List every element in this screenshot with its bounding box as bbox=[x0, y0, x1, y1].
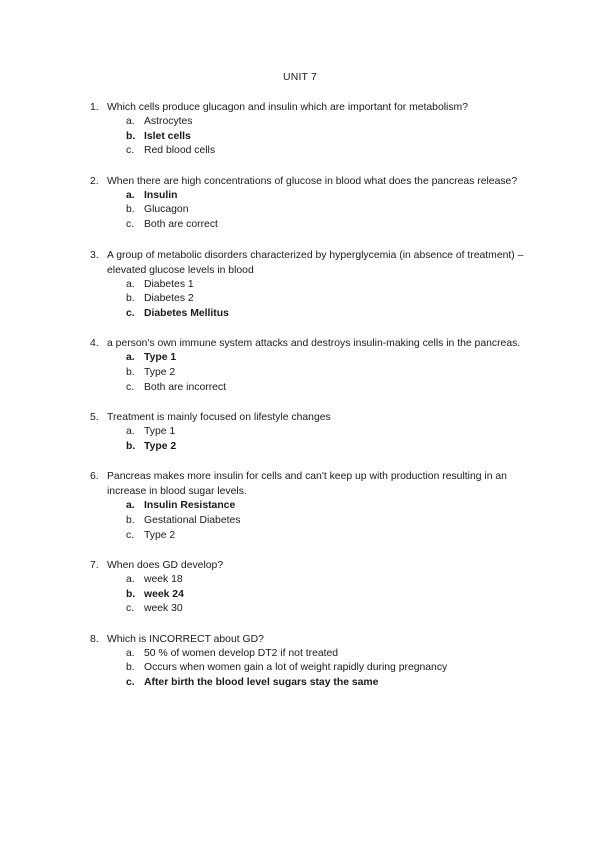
question-number: 7. bbox=[90, 560, 99, 572]
answer-option bbox=[0, 425, 600, 440]
question-row bbox=[0, 336, 527, 351]
option-text: Type 1 bbox=[144, 352, 177, 364]
question-number: 4. bbox=[90, 338, 99, 350]
option-text: 50 % of women develop DT2 if not treated bbox=[144, 647, 339, 659]
answer-option bbox=[0, 529, 600, 544]
option-letter: b. bbox=[126, 440, 136, 452]
question-number: 1. bbox=[90, 102, 99, 113]
option-letter: a. bbox=[126, 352, 135, 364]
option-letter: c. bbox=[126, 307, 135, 319]
question-item bbox=[0, 558, 600, 617]
question-item bbox=[0, 248, 600, 322]
option-letter: b. bbox=[126, 204, 135, 216]
page-title: UNIT 7 bbox=[283, 72, 317, 83]
question-row bbox=[0, 174, 527, 189]
option-letter: a. bbox=[126, 116, 135, 127]
answer-option-correct bbox=[0, 499, 600, 514]
answer-option bbox=[0, 647, 600, 662]
answer-option bbox=[0, 514, 600, 529]
question-row bbox=[0, 248, 527, 278]
option-text: Insulin Resistance bbox=[144, 500, 236, 512]
question-number: 6. bbox=[90, 471, 99, 483]
option-text: Gestational Diabetes bbox=[144, 514, 241, 526]
option-text: week 30 bbox=[144, 603, 183, 615]
answer-options bbox=[0, 278, 600, 322]
option-text: Glucagon bbox=[144, 204, 189, 216]
question-text: Which cells produce glucagon and insulin which are important for metabolism? bbox=[107, 102, 468, 113]
question-row bbox=[0, 632, 527, 647]
question-number: 5. bbox=[90, 412, 99, 424]
question-text: When does GD develop? bbox=[107, 560, 224, 572]
answer-option-correct bbox=[0, 351, 600, 366]
option-text: Both are correct bbox=[144, 218, 218, 230]
question-number: 3. bbox=[90, 249, 99, 261]
option-letter: a. bbox=[126, 189, 135, 201]
option-text: Type 2 bbox=[144, 440, 177, 452]
answer-options bbox=[0, 189, 600, 233]
option-text: week 24 bbox=[144, 588, 184, 600]
option-letter: a. bbox=[126, 647, 135, 659]
option-text: Diabetes 1 bbox=[144, 278, 194, 290]
option-letter: b. bbox=[126, 293, 135, 305]
question-item bbox=[0, 632, 600, 691]
answer-options bbox=[0, 425, 600, 454]
answer-option-correct bbox=[0, 676, 600, 691]
answer-options bbox=[0, 647, 600, 691]
answer-option bbox=[0, 573, 600, 588]
option-text: After birth the blood level sugars stay the same bbox=[144, 677, 379, 689]
option-letter: a. bbox=[126, 574, 135, 586]
option-text: Red blood cells bbox=[144, 145, 216, 157]
question-item bbox=[0, 174, 600, 233]
option-text: Occurs when women gain a lot of weight rapidly during pregnancy bbox=[144, 662, 448, 674]
option-letter: a. bbox=[126, 500, 135, 512]
question-text: When there are high concentrations of glucose in blood what does the pancreas release? bbox=[107, 175, 518, 187]
option-letter: b. bbox=[126, 662, 135, 674]
option-text: Type 2 bbox=[144, 366, 176, 378]
option-letter: c. bbox=[126, 218, 135, 230]
question-text: a person's own immune system attacks and destroys insulin-making cells in the pancreas. bbox=[107, 338, 521, 350]
answer-options bbox=[0, 115, 600, 159]
option-text: Both are incorrect bbox=[144, 381, 227, 393]
question-text: Pancreas makes more insulin for cells and can't keep up with production resulting in an increase in blood sugar levels. bbox=[107, 471, 507, 498]
question-row bbox=[0, 410, 527, 425]
option-letter: c. bbox=[126, 677, 135, 689]
option-text: Type 2 bbox=[144, 529, 176, 541]
option-text: Diabetes 2 bbox=[144, 293, 194, 305]
question-row bbox=[0, 100, 527, 115]
option-letter: c. bbox=[126, 381, 135, 393]
answer-option bbox=[0, 661, 600, 676]
option-text: Astrocytes bbox=[144, 116, 193, 127]
answer-options bbox=[0, 499, 600, 543]
answer-options bbox=[0, 351, 600, 395]
option-text: Islet cells bbox=[144, 130, 191, 142]
answer-option bbox=[0, 381, 600, 396]
option-text: Type 1 bbox=[144, 426, 176, 438]
option-text: week 18 bbox=[144, 574, 183, 586]
question-item bbox=[0, 336, 600, 395]
question-number: 2. bbox=[90, 175, 99, 187]
answer-option-correct bbox=[0, 588, 600, 603]
answer-option bbox=[0, 203, 600, 218]
answer-option-correct bbox=[0, 307, 600, 322]
question-text: Which is INCORRECT about GD? bbox=[107, 633, 264, 645]
answer-option bbox=[0, 602, 600, 617]
question-row bbox=[0, 469, 527, 499]
option-letter: c. bbox=[126, 529, 135, 541]
option-letter: b. bbox=[126, 366, 135, 378]
option-text: Insulin bbox=[144, 189, 178, 201]
answer-option-correct bbox=[0, 130, 600, 145]
question-item bbox=[0, 469, 600, 543]
question-list bbox=[0, 100, 600, 706]
option-letter: a. bbox=[126, 278, 135, 290]
question-row bbox=[0, 558, 527, 573]
question-text: Treatment is mainly focused on lifestyle changes bbox=[107, 412, 331, 424]
question-text: A group of metabolic disorders characterized by hyperglycemia (in absence of treatment) – elevated glucose levels in blood bbox=[107, 249, 524, 276]
answer-option bbox=[0, 278, 600, 293]
answer-option bbox=[0, 218, 600, 233]
option-letter: b. bbox=[126, 588, 136, 600]
option-letter: b. bbox=[126, 514, 135, 526]
option-letter: a. bbox=[126, 426, 135, 438]
answer-option-correct bbox=[0, 440, 600, 455]
answer-options bbox=[0, 573, 600, 617]
answer-option bbox=[0, 366, 600, 381]
answer-option-correct bbox=[0, 189, 600, 204]
answer-option bbox=[0, 144, 600, 159]
option-text: Diabetes Mellitus bbox=[144, 307, 229, 319]
question-item bbox=[0, 100, 600, 159]
option-letter: c. bbox=[126, 145, 135, 157]
option-letter: c. bbox=[126, 603, 135, 615]
option-letter: b. bbox=[126, 130, 136, 142]
answer-option bbox=[0, 115, 600, 130]
question-item bbox=[0, 410, 600, 454]
question-number: 8. bbox=[90, 633, 99, 645]
answer-option bbox=[0, 292, 600, 307]
